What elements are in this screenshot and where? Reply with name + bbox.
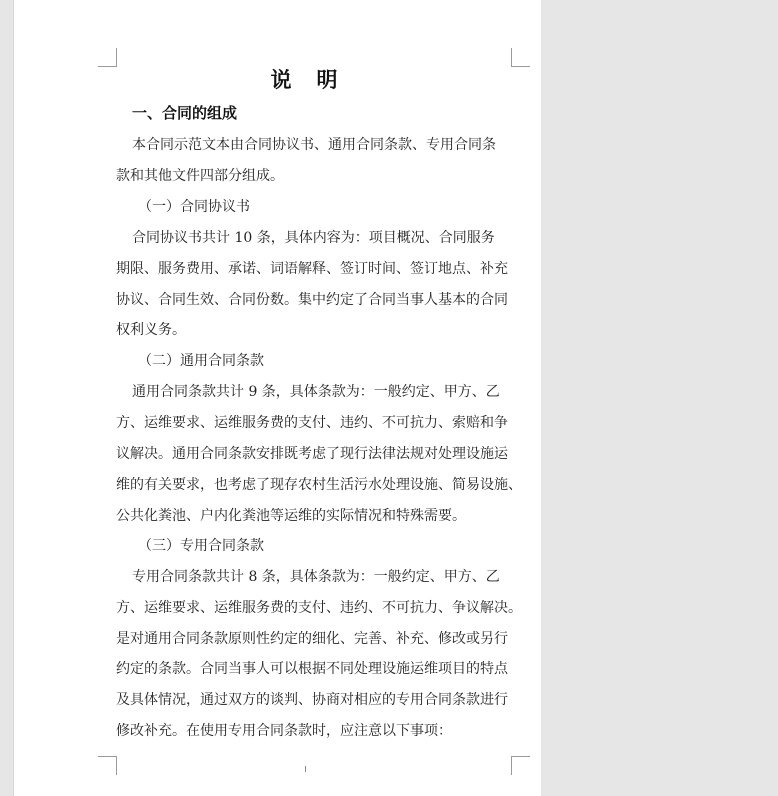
- intro-line-1: 本合同示范文本由合同协议书、通用合同条款、专用合同条: [132, 137, 496, 153]
- section1-title: （一）合同协议书: [138, 199, 250, 215]
- section2-line-4: 维的有关要求，也考虑了现存农村生活污水处理设施、简易设施、: [116, 477, 522, 493]
- section1-line-1: 合同协议书共计 10 条，具体内容为：项目概况、合同服务: [132, 230, 495, 246]
- section2-title: （二）通用合同条款: [138, 353, 264, 369]
- margin-corner-bottom-left: [98, 756, 117, 775]
- section3-line-2: 方、运维要求、运维服务费的支付、违约、不可抗力、争议解决。: [116, 600, 522, 616]
- section3-line-5: 及具体情况，通过双方的谈判、协商对相应的专用合同条款进行: [116, 692, 508, 708]
- section1-line-2: 期限、服务费用、承诺、词语解释、签订时间、签订地点、补充: [116, 261, 508, 277]
- workspace-background: [541, 0, 778, 796]
- document-title: 说 明: [270, 67, 340, 92]
- section1-line-4: 权利义务。: [116, 322, 186, 338]
- section3-title: （三）专用合同条款: [138, 538, 264, 554]
- margin-corner-bottom-right: [511, 756, 530, 775]
- section3-line-4: 约定的条款。合同当事人可以根据不同处理设施运维项目的特点: [116, 661, 508, 677]
- section2-line-3: 议解决。通用合同条款安排既考虑了现行法律法规对处理设施运: [116, 446, 508, 462]
- section2-line-1: 通用合同条款共计 9 条，具体条款为：一般约定、甲方、乙: [132, 384, 500, 400]
- section3-line-1: 专用合同条款共计 8 条，具体条款为：一般约定、甲方、乙: [132, 569, 500, 585]
- section2-line-5: 公共化粪池、户内化粪池等运维的实际情况和特殊需要。: [116, 508, 466, 524]
- heading-contract-composition: 一、合同的组成: [132, 104, 238, 122]
- section1-line-3: 协议、合同生效、合同份数。集中约定了合同当事人基本的合同: [116, 292, 508, 308]
- section3-line-6: 修改补充。在使用专用合同条款时，应注意以下事项：: [116, 723, 452, 739]
- section3-line-3: 是对通用合同条款原则性约定的细化、完善、补充、修改或另行: [116, 631, 508, 647]
- document-page: [13, 0, 542, 796]
- section2-line-2: 方、运维要求、运维服务费的支付、违约、不可抗力、索赔和争: [116, 415, 508, 431]
- intro-line-2: 款和其他文件四部分组成。: [116, 168, 284, 184]
- page-cursor-mark: [305, 766, 306, 772]
